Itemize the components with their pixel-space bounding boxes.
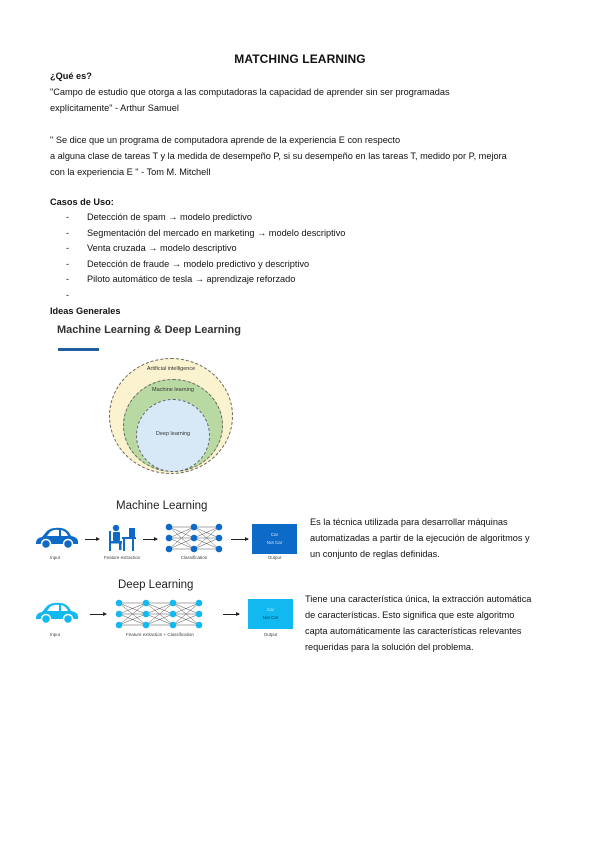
list-item [66, 288, 345, 304]
what-is-heading: ¿Qué es? [50, 71, 92, 81]
use-case-text: Detección de fraude → modelo predictivo y descriptivo [87, 258, 310, 269]
use-case-text: Venta cruzada → modelo descriptivo [87, 243, 237, 253]
bullet-dash: - [66, 212, 70, 222]
dl-output-label: Output [263, 632, 278, 637]
dl-description-line: requeridas para la solución del problema. [305, 642, 474, 652]
person-at-desk-icon [107, 524, 137, 552]
use-case-text: Detección de spam → modelo predictivo [87, 212, 252, 222]
ml-output-label: Output [267, 555, 282, 560]
ml-input-label: Input [49, 555, 60, 560]
dl-description-line: Tiene una característica única, la extracción automática [305, 594, 532, 604]
ml-description-line: un conjunto de reglas definidas. [310, 549, 440, 559]
document-title: MATCHING LEARNING [234, 52, 366, 66]
list-item [66, 210, 345, 226]
list-item [66, 241, 345, 257]
use-case-text: Segmentación del mercado en marketing → modelo descriptivo [87, 227, 346, 238]
use-cases-list [66, 210, 345, 303]
bullet-dash: - [66, 243, 70, 253]
dl-feature-extraction-classification-label: Feature extraction + Classification [126, 632, 194, 637]
deep-neural-network-icon [115, 599, 203, 629]
arrow-icon [90, 614, 106, 615]
use-cases-heading: Casos de Uso: [50, 197, 114, 207]
title-underline-bar [58, 348, 99, 351]
ml-feature-extraction-label: Feature extraction [103, 555, 141, 560]
bullet-dash: - [66, 274, 70, 284]
ml-pipeline-figure [30, 497, 300, 567]
ml-figure-title: Machine Learning [116, 500, 208, 512]
list-item [66, 226, 345, 242]
ml-description-line: Es la técnica utilizada para desarrollar máquinas [310, 517, 508, 527]
car-icon [34, 527, 80, 549]
quote-mitchell-line-3: con la experiencia E " - Tom M. Mitchell [50, 167, 211, 177]
ml-description-line: automatizadas a partir de la ejecución de algoritmos y [310, 533, 530, 543]
quote-samuel-line-1: "Campo de estudio que otorga a las computadoras la capacidad de aprender sin ser programadas [50, 87, 450, 97]
dl-output-not-car: Not Car [262, 615, 279, 620]
quote-mitchell-line-2: a alguna clase de tareas T y la medida de desempeño P, si su desempeño en las tareas T, medido por P, mejora [50, 151, 507, 161]
bullet-dash: - [66, 289, 70, 300]
ml-output-car: Car [270, 532, 279, 537]
dl-pipeline-figure [30, 577, 300, 647]
dl-figure-title: Deep Learning [118, 579, 194, 591]
bullet-dash: - [66, 258, 70, 269]
arrow-icon [231, 539, 248, 540]
dl-circle-label: Deep learning [155, 431, 191, 437]
dl-output-box [248, 599, 293, 629]
dl-output-car: Car [266, 607, 275, 612]
arrow-icon [223, 614, 239, 615]
ml-dl-venn-figure [57, 322, 257, 472]
ml-output-not-car: Not Car [266, 540, 283, 545]
ml-output-box [252, 524, 297, 554]
use-case-text: Piloto automático de tesla → aprendizaje reforzado [87, 274, 296, 284]
list-item [66, 257, 345, 273]
dl-description [305, 591, 531, 655]
ai-circle-label: Artificial intelligence [146, 366, 196, 372]
car-icon [34, 602, 80, 624]
bullet-dash: - [66, 227, 70, 238]
list-item [66, 272, 345, 288]
quote-samuel-line-2: explícitamente" - Arthur Samuel [50, 103, 179, 113]
general-ideas-heading: Ideas Generales [50, 306, 121, 316]
ml-description [310, 514, 530, 562]
quote-mitchell-line-1: " Se dice que un programa de computadora aprende de la experiencia E con respecto [50, 135, 401, 145]
venn-figure-title: Machine Learning & Deep Learning [57, 324, 241, 336]
neural-network-icon [165, 523, 223, 553]
arrow-icon [85, 539, 99, 540]
dl-description-line: capta automáticamente las características relevantes [305, 626, 522, 636]
ml-circle-label: Machine learning [152, 387, 194, 393]
ml-classification-label: Classification [180, 555, 208, 560]
arrow-icon [143, 539, 157, 540]
dl-input-label: Input [49, 632, 60, 637]
dl-description-line: de características. Esto significa que este algoritmo [305, 610, 515, 620]
